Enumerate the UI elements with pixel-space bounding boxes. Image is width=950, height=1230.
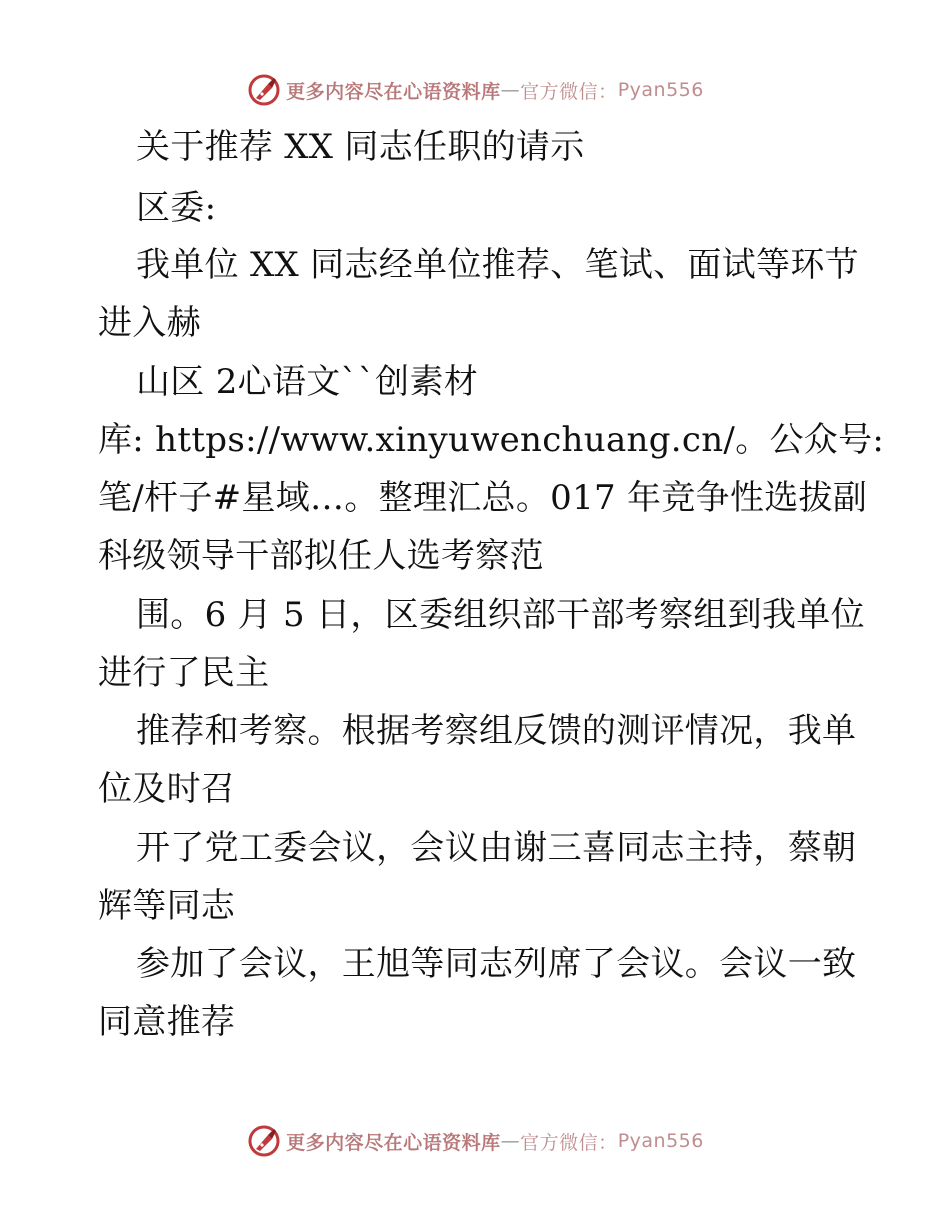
paragraph-line: 同意推荐 (98, 1002, 236, 1042)
paragraph-line: 进入赫 (98, 303, 201, 343)
paragraph-line: 笔/杆子#星域…。整理汇总。017 年竞争性选拔副 (98, 478, 868, 518)
paragraph-line: 库: https://www.xinyuwenchuang.cn/。公众号: (98, 420, 885, 460)
watermark-main-text: 更多内容尽在心语资料库 (286, 1131, 501, 1154)
paragraph-line: 科级领导干部拟任人选考察范 (98, 536, 544, 576)
pen-nib-logo-icon (246, 72, 282, 108)
watermark-wechat-id: Pyan556 (617, 1130, 704, 1152)
watermark-wechat-id: Pyan556 (617, 79, 704, 101)
paragraph-line: 开了党工委会议，会议由谢三喜同志主持，蔡朝 (136, 828, 857, 868)
paragraph-line: 位及时召 (98, 769, 236, 809)
paragraph-line: 进行了民主 (98, 653, 270, 693)
watermark-wechat-label: 官方微信： (520, 80, 618, 103)
watermark-dash: — (500, 79, 521, 101)
salutation: 区委: (136, 188, 217, 228)
paragraph-line: 推荐和考察。根据考察组反馈的测评情况，我单 (136, 711, 857, 751)
watermark-dash: — (500, 1130, 521, 1152)
paragraph-line: 辉等同志 (98, 886, 236, 926)
document-title: 关于推荐 XX 同志任职的请示 (136, 127, 585, 167)
paragraph-line: 参加了会议，王旭等同志列席了会议。会议一致 (136, 944, 857, 984)
watermark-main-text: 更多内容尽在心语资料库 (286, 80, 501, 103)
paragraph-line: 山区 2心语文``创素材 (136, 362, 479, 402)
paragraph-line: 我单位 XX 同志经单位推荐、笔试、面试等环节 (136, 245, 859, 285)
watermark-header (0, 70, 950, 110)
watermark-wechat-label: 官方微信： (520, 1131, 618, 1154)
paragraph-line: 围。6 月 5 日，区委组织部干部考察组到我单位 (136, 595, 865, 635)
watermark-footer (0, 1121, 950, 1161)
pen-nib-logo-icon (246, 1123, 282, 1159)
